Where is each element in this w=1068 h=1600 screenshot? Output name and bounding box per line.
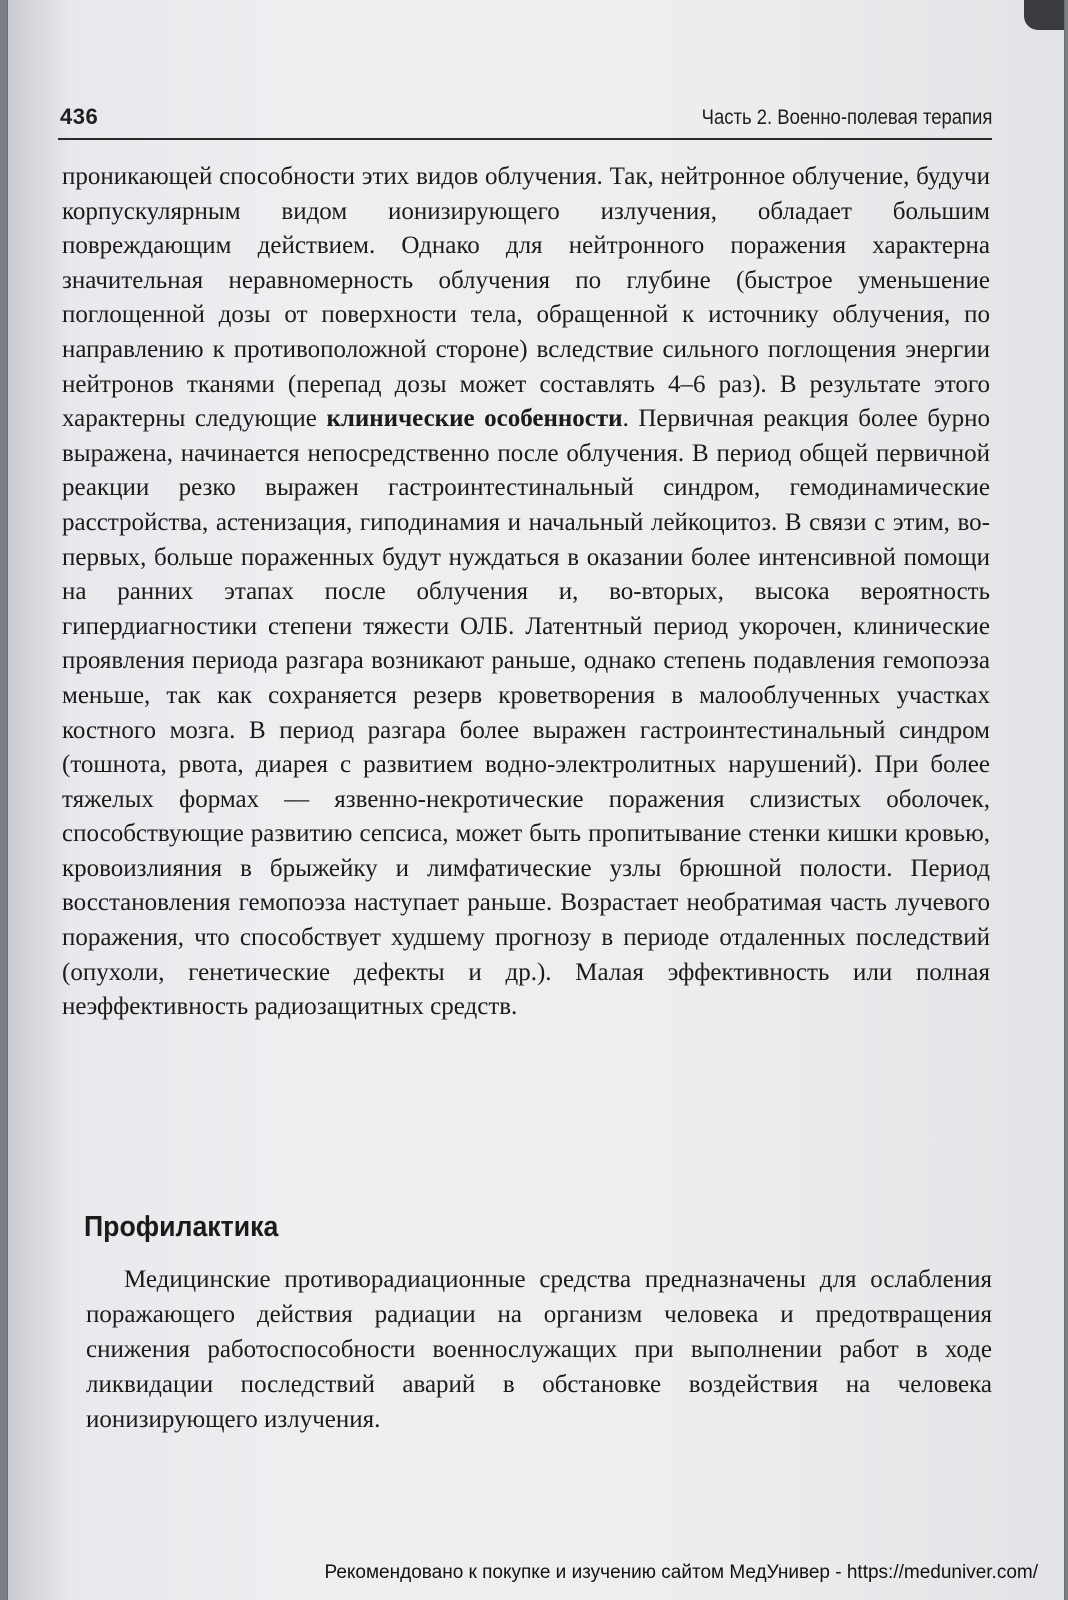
paragraph [62, 160, 990, 1025]
main-paragraph [62, 160, 990, 1025]
section-paragraph: Медицинские противорадиационные средства предназначены для ослабления поражающего действия радиации на организм человека и предотвращения снижения работоспособности военнослужащих при выполнении работ в ходе ликвидации последствий аварий в обстановке воздействия на человека ионизирующего излучения. [86, 1266, 992, 1433]
running-title: Часть 2. Военно-полевая терапия [701, 106, 992, 129]
watermark-text: Рекомендовано к покупке и изучению сайтом МедУнивер - https://meduniver.com/ [324, 1562, 1038, 1583]
bold-phrase: клинические особенности [326, 405, 623, 433]
page-number: 436 [60, 104, 99, 129]
book-page [8, 0, 1064, 1600]
page-corner-shadow [1024, 0, 1064, 30]
page-header [58, 98, 992, 140]
paragraph-text-end: . Первичная реакция более бурно выражена, начинается непосредственно после облучения. В период общей первичной реакции резко выражен гастроинтестинальный синдром, гемодинамические расстройства, астенизация, гиподинамия и начальный лейкоцитоз. В связи с этим, во-первых, больше пораженных будут нуждаться в оказании более интенсивной помощи на ранних этапах после облучения и, во-вторых, высока вероятность гипердиагностики степени тяжести ОЛБ. Латентный период укорочен, клинические проявления периода разгара возникают раньше, однако степень подавления гемопоэза меньше, так как сохраняется резерв кроветворения в малооблученных участках костного мозга. В период разгара более выражен гастроинтестинальный синдром (тошнота, рвота, диарея с развитием водно-электролитных нарушений). При более тяжелых формах — язвенно-некротические поражения слизистых оболочек, способствующие развитию сепсиса, может быть пропитывание стенки кишки кровью, кровоизлияния в брыжейку и лимфатические узлы брюшной полости. Период восстановления гемопоэза наступает раньше. Возрастает необратимая часть лучевого поражения, что способствует худшему прогнозу в периоде отдаленных последствий (опухоли, генетические дефекты и др.). Малая эффективность или полная неэффективность радиозащитных средств. [62, 405, 990, 1021]
paragraph-text-start: проникающей способности этих видов облучения. Так, нейтронное облучение, будучи корпускулярным видом ионизирующего излучения, обладает большим повреждающим действием. Однако для нейтронного поражения характерна значительная неравномерность облучения по глубине (быстрое уменьшение поглощенной дозы от поверхности тела, обращенной к источнику облучения, по направлению к противоположной стороне) вследствие сильного поглощения энергии нейтронов тканями (перепад дозы может составлять 4–6 раз). В результате этого характерны следующие [62, 163, 990, 433]
section-heading: Профилактика [84, 1211, 279, 1243]
